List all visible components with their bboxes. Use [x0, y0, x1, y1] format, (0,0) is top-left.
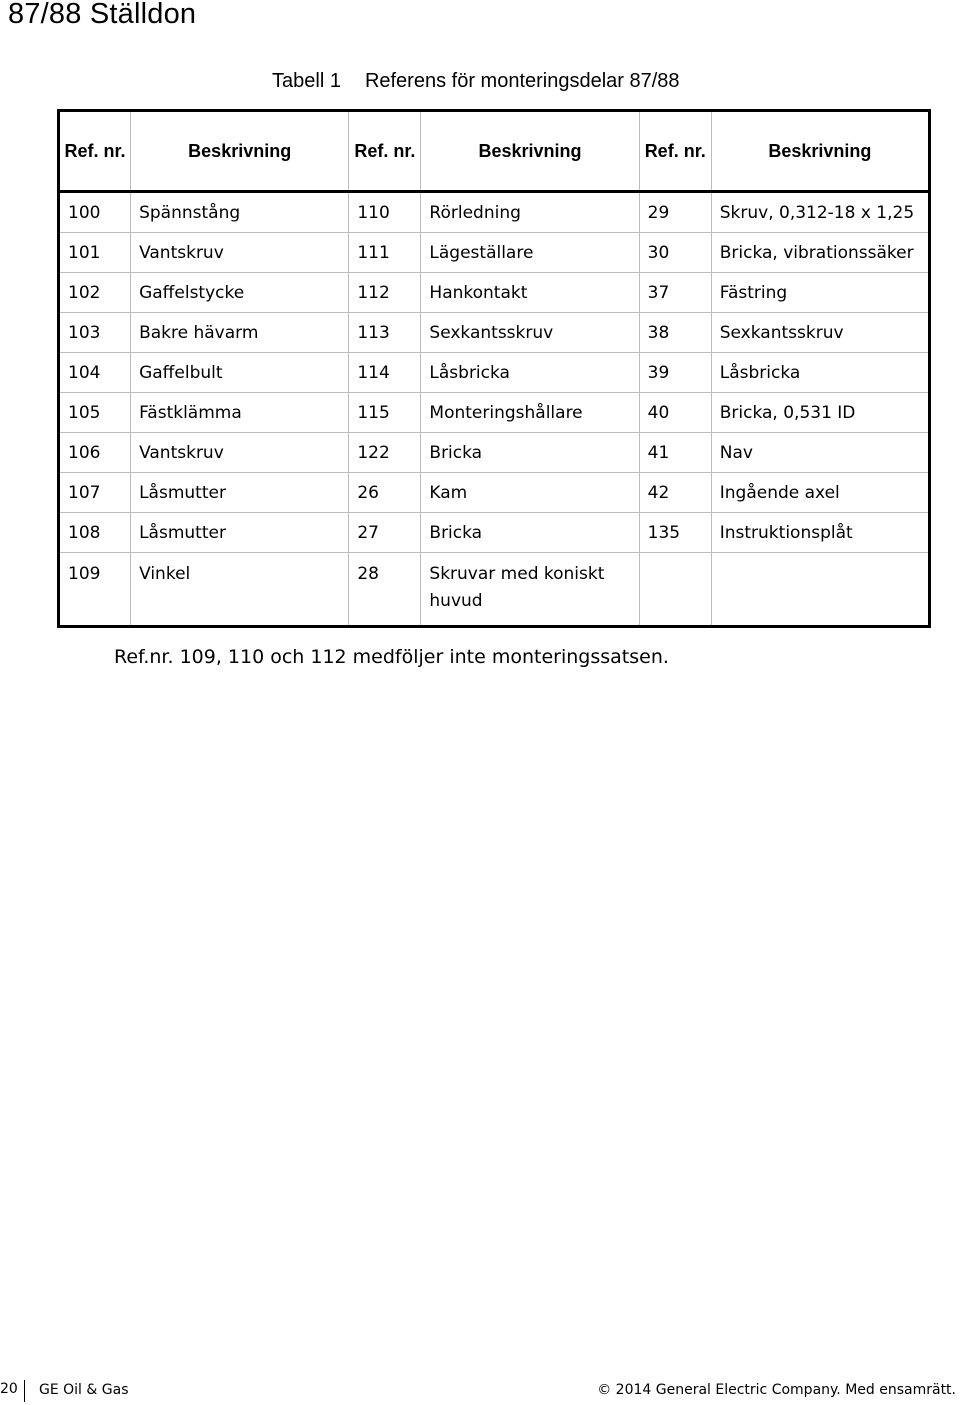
cell-description: Skruv, 0,312-18 x 1,25: [711, 192, 929, 233]
cell-description: Lägeställare: [421, 233, 639, 273]
cell-description: Monteringshållare: [421, 393, 639, 433]
cell-description: Låsmutter: [131, 513, 349, 553]
cell-ref-nr: 26: [349, 473, 421, 513]
cell-ref-nr: 40: [639, 393, 711, 433]
cell-description: Bricka: [421, 433, 639, 473]
header-ref-nr: Ref. nr.: [639, 111, 711, 192]
page-footer: [0, 1380, 960, 1402]
header-ref-nr: Ref. nr.: [349, 111, 421, 192]
cell-ref-nr: 113: [349, 313, 421, 353]
cell-description: Sexkantsskruv: [711, 313, 929, 353]
cell-ref-nr: 135: [639, 513, 711, 553]
cell-ref-nr: 109: [59, 553, 131, 627]
cell-ref-nr: 38: [639, 313, 711, 353]
page-number: 20: [0, 1381, 18, 1397]
cell-description: Låsmutter: [131, 473, 349, 513]
cell-ref-nr: [639, 553, 711, 627]
table-row: [59, 273, 930, 313]
cell-ref-nr: 105: [59, 393, 131, 433]
cell-ref-nr: 100: [68, 202, 101, 223]
cell-description: Vantskruv: [131, 233, 349, 273]
table-row: [59, 353, 930, 393]
cell-ref-nr: 115: [349, 393, 421, 433]
cell-ref-nr: 104: [59, 353, 131, 393]
cell-ref-nr: 112: [349, 273, 421, 313]
cell-description: Nav: [711, 433, 929, 473]
cell-description: Fästring: [711, 273, 929, 313]
cell-ref-nr: 37: [639, 273, 711, 313]
cell-description: Låsbricka: [711, 353, 929, 393]
header-description: Beskrivning: [711, 111, 929, 192]
header-description: Beskrivning: [131, 111, 349, 192]
cell-ref-nr: 107: [59, 473, 131, 513]
header-description: Beskrivning: [421, 111, 639, 192]
cell-description: Spännstång: [131, 192, 349, 233]
cell-ref-nr: 106: [59, 433, 131, 473]
table-row: [59, 192, 930, 233]
footer-divider: [24, 1380, 25, 1402]
cell-description: Bricka: [421, 513, 639, 553]
cell-description: Hankontakt: [421, 273, 639, 313]
cell-ref-nr: 101: [59, 233, 131, 273]
page-title: 87/88 Ställdon: [8, 0, 197, 30]
cell-ref-nr: 110: [349, 192, 421, 233]
cell-ref-nr: 39: [639, 353, 711, 393]
header-ref-nr: Ref. nr.: [59, 111, 131, 192]
cell-ref-nr: 42: [639, 473, 711, 513]
cell-description: Kam: [421, 473, 639, 513]
table-caption-text: Referens för monteringsdelar 87/88: [364, 70, 680, 92]
table-row: [59, 473, 930, 513]
cell-description: Instruktionsplåt: [711, 513, 929, 553]
table-caption: [272, 70, 680, 93]
cell-description: [711, 553, 929, 627]
table-body: [59, 192, 930, 627]
cell-description: Bakre hävarm: [131, 313, 349, 353]
table-header-row: [59, 111, 930, 192]
table-row: [59, 553, 930, 627]
cell-description: Skruvar med koniskt huvud: [421, 553, 639, 627]
cell-ref-nr: 30: [639, 233, 711, 273]
footer-company: GE Oil & Gas: [39, 1382, 129, 1398]
table-row: [59, 393, 930, 433]
cell-ref-nr: 28: [349, 553, 421, 627]
cell-description: Vinkel: [131, 553, 349, 627]
cell-ref-nr: 27: [349, 513, 421, 553]
cell-description: Ingående axel: [711, 473, 929, 513]
table-row: [59, 433, 930, 473]
cell-ref-nr: 102: [59, 273, 131, 313]
footer-copyright: © 2014 General Electric Company. Med ensamrätt.: [597, 1382, 956, 1398]
cell-description: Sexkantsskruv: [421, 313, 639, 353]
table-row: [59, 513, 930, 553]
cell-ref-nr: 108: [59, 513, 131, 553]
table-caption-number: Tabell 1: [272, 70, 341, 92]
cell-description: Bricka, vibrationssäker: [711, 233, 929, 273]
cell-description: Fästklämma: [131, 393, 349, 433]
cell-ref-nr: 29: [639, 192, 711, 233]
table-row: [59, 233, 930, 273]
table-footnote: Ref.nr. 109, 110 och 112 medföljer inte monteringssatsen.: [114, 646, 669, 668]
cell-description: Låsbricka: [421, 353, 639, 393]
cell-ref-nr: 111: [349, 233, 421, 273]
cell-ref-nr: 122: [349, 433, 421, 473]
cell-ref-nr: 41: [639, 433, 711, 473]
cell-description: Vantskruv: [131, 433, 349, 473]
cell-ref-nr: 114: [349, 353, 421, 393]
parts-reference-table: [57, 109, 931, 628]
cell-description: Gaffelbult: [131, 353, 349, 393]
cell-description: Gaffelstycke: [131, 273, 349, 313]
cell-description: Bricka, 0,531 ID: [711, 393, 929, 433]
table-row: [59, 313, 930, 353]
cell-ref-nr: 103: [59, 313, 131, 353]
cell-description: Rörledning: [421, 192, 639, 233]
